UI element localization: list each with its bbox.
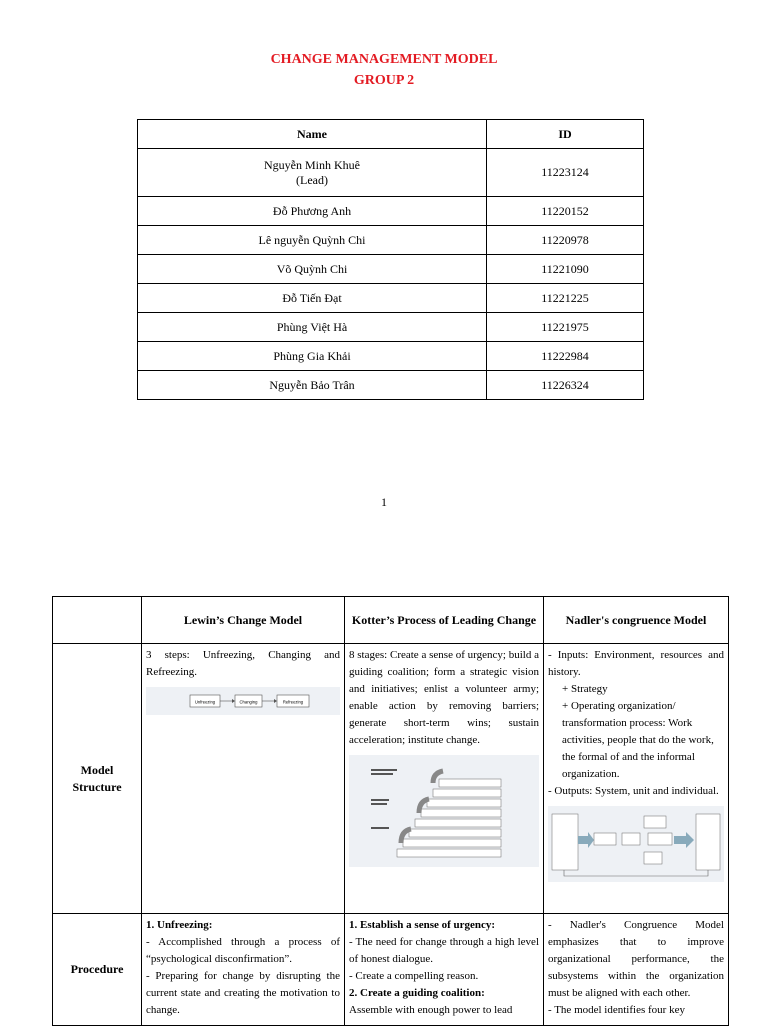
nadler-informal-box xyxy=(644,816,666,828)
nadler-structure-cell xyxy=(544,644,729,914)
nadler-inputs-text: - Inputs: Environment, resources and history. xyxy=(548,649,724,678)
column-header-name: Name xyxy=(138,120,487,149)
kotter-step-bar xyxy=(433,789,501,797)
nadler-feedback-loop xyxy=(564,870,708,876)
lewin-diagram xyxy=(146,687,340,715)
member-id: 11220978 xyxy=(487,226,644,255)
group-label: GROUP 2 xyxy=(353,73,415,88)
member-name: Đỗ Phương Anh xyxy=(138,197,487,226)
kotter-step-bar xyxy=(421,809,501,817)
lewin-step-changing: Changing xyxy=(239,699,258,705)
nadler-strategy-box xyxy=(594,833,616,845)
table-header-row xyxy=(138,120,644,149)
table-row xyxy=(138,313,644,342)
row-label-procedure: Procedure xyxy=(53,914,142,1026)
kotter-step-bar xyxy=(397,849,501,857)
lewin-procedure-point: - Accomplished through a process of “psychological disconfirmation”. xyxy=(146,936,340,965)
members-table xyxy=(137,119,644,400)
kotter-procedure-point: - The need for change through a high level of honest dialogue. xyxy=(349,936,539,965)
nadler-procedure-point: - Nadler's Congruence Model emphasizes that to improve organizational performance, the subsystems within the organization must be aligned with each other. xyxy=(548,919,724,999)
kotter-phase-label-mark xyxy=(371,799,389,801)
table-row xyxy=(138,284,644,313)
nadler-flow-arrow xyxy=(578,832,594,848)
kotter-step-bar xyxy=(403,839,501,847)
lewin-step-unfreezing: Unfreezing xyxy=(194,699,216,705)
model-structure-row xyxy=(53,644,729,914)
kotter-steps-diagram xyxy=(349,755,539,867)
member-id: 11221225 xyxy=(487,284,644,313)
nadler-diagram-svg xyxy=(548,806,722,882)
member-name-cell xyxy=(138,149,487,197)
kotter-step-bar xyxy=(415,819,501,827)
nadler-work-box xyxy=(622,833,640,845)
lewin-structure-cell xyxy=(142,644,345,914)
member-name: Nguyễn Minh Khuê xyxy=(264,157,361,172)
arrow-head xyxy=(274,699,277,703)
kotter-step-bar xyxy=(409,829,501,837)
member-name: Lê nguyễn Quỳnh Chi xyxy=(138,226,487,255)
nadler-outputs-text: - Outputs: System, unit and individual. xyxy=(548,785,719,797)
kotter-step-heading: 2. Create a guiding coalition: xyxy=(349,987,485,999)
nadler-flow-arrow xyxy=(674,832,694,848)
member-id: 11221090 xyxy=(487,255,644,284)
nadler-process-text: + Operating organization/ transformation process: Work activities, people that do the work, the formal of and the informal organization. xyxy=(562,700,714,780)
member-id: 11226324 xyxy=(487,371,644,400)
header-kotter: Kotter’s Process of Leading Change xyxy=(345,597,544,644)
nadler-strategy-text: + Strategy xyxy=(562,683,608,695)
member-role: (Lead) xyxy=(296,172,329,187)
page-number: 1 xyxy=(381,495,387,509)
kotter-step-bar xyxy=(439,779,501,787)
table-row xyxy=(138,226,644,255)
kotter-procedure-point: Assemble with enough power to lead xyxy=(349,1004,513,1016)
table-row xyxy=(138,371,644,400)
nadler-formal-box xyxy=(648,833,672,845)
lewin-diagram-svg xyxy=(146,687,339,715)
kotter-phase-label-mark xyxy=(371,803,387,805)
nadler-procedure-point: - The model identifies four key xyxy=(548,1004,685,1016)
member-name: Đỗ Tiến Đạt xyxy=(138,284,487,313)
row-label-model-structure: Model Structure xyxy=(53,644,142,914)
lewin-procedure-point: - Preparing for change by disrupting the current state and creating the motivation to change. xyxy=(146,970,340,1016)
nadler-input-box xyxy=(552,814,578,870)
header-lewin: Lewin’s Change Model xyxy=(142,597,345,644)
member-name: Phùng Việt Hà xyxy=(138,313,487,342)
column-header-id: ID xyxy=(487,120,644,149)
lewin-unfreezing-heading: 1. Unfreezing: xyxy=(146,919,213,931)
document-title: CHANGE MANAGEMENT MODEL xyxy=(270,52,498,67)
lewin-procedure-cell xyxy=(142,914,345,1026)
comparison-header-row xyxy=(53,597,729,644)
member-id: 11223124 xyxy=(487,149,644,197)
comparison-table xyxy=(52,596,729,1026)
kotter-phase-label-mark xyxy=(371,769,397,771)
empty-corner-cell xyxy=(53,597,142,644)
member-name: Nguyễn Bảo Trân xyxy=(138,371,487,400)
kotter-procedure-point: - Create a compelling reason. xyxy=(349,970,479,982)
kotter-step-heading: 1. Establish a sense of urgency: xyxy=(349,919,496,931)
table-row xyxy=(138,149,644,197)
procedure-row xyxy=(53,914,729,1026)
nadler-procedure-cell xyxy=(544,914,729,1026)
nadler-people-box xyxy=(644,852,662,864)
nadler-congruence-diagram xyxy=(548,806,724,882)
kotter-step-bar xyxy=(427,799,501,807)
kotter-phase-label-mark xyxy=(371,773,393,775)
member-id: 11220152 xyxy=(487,197,644,226)
lewin-structure-text: 3 steps: Unfreezing, Changing and Refreezing. xyxy=(146,649,340,678)
header-nadler: Nadler's congruence Model xyxy=(544,597,729,644)
member-id: 11221975 xyxy=(487,313,644,342)
kotter-phase-label-mark xyxy=(371,827,389,829)
table-row xyxy=(138,342,644,371)
kotter-structure-cell xyxy=(345,644,544,914)
table-row xyxy=(138,197,644,226)
arrow-head xyxy=(232,699,235,703)
member-name: Võ Quỳnh Chi xyxy=(138,255,487,284)
table-row xyxy=(138,255,644,284)
kotter-staircase-svg xyxy=(349,755,517,867)
member-name: Phùng Gia Khải xyxy=(138,342,487,371)
kotter-structure-text: 8 stages: Create a sense of urgency; build a guiding coalition; form a strategic vision and initiatives; enlist a volunteer army; enable action by removing barriers; generate short-term wins; sustain acceleration; institute change. xyxy=(349,649,539,746)
member-id: 11222984 xyxy=(487,342,644,371)
lewin-step-refreezing: Refreezing xyxy=(282,699,304,705)
kotter-procedure-cell xyxy=(345,914,544,1026)
nadler-output-box xyxy=(696,814,720,870)
